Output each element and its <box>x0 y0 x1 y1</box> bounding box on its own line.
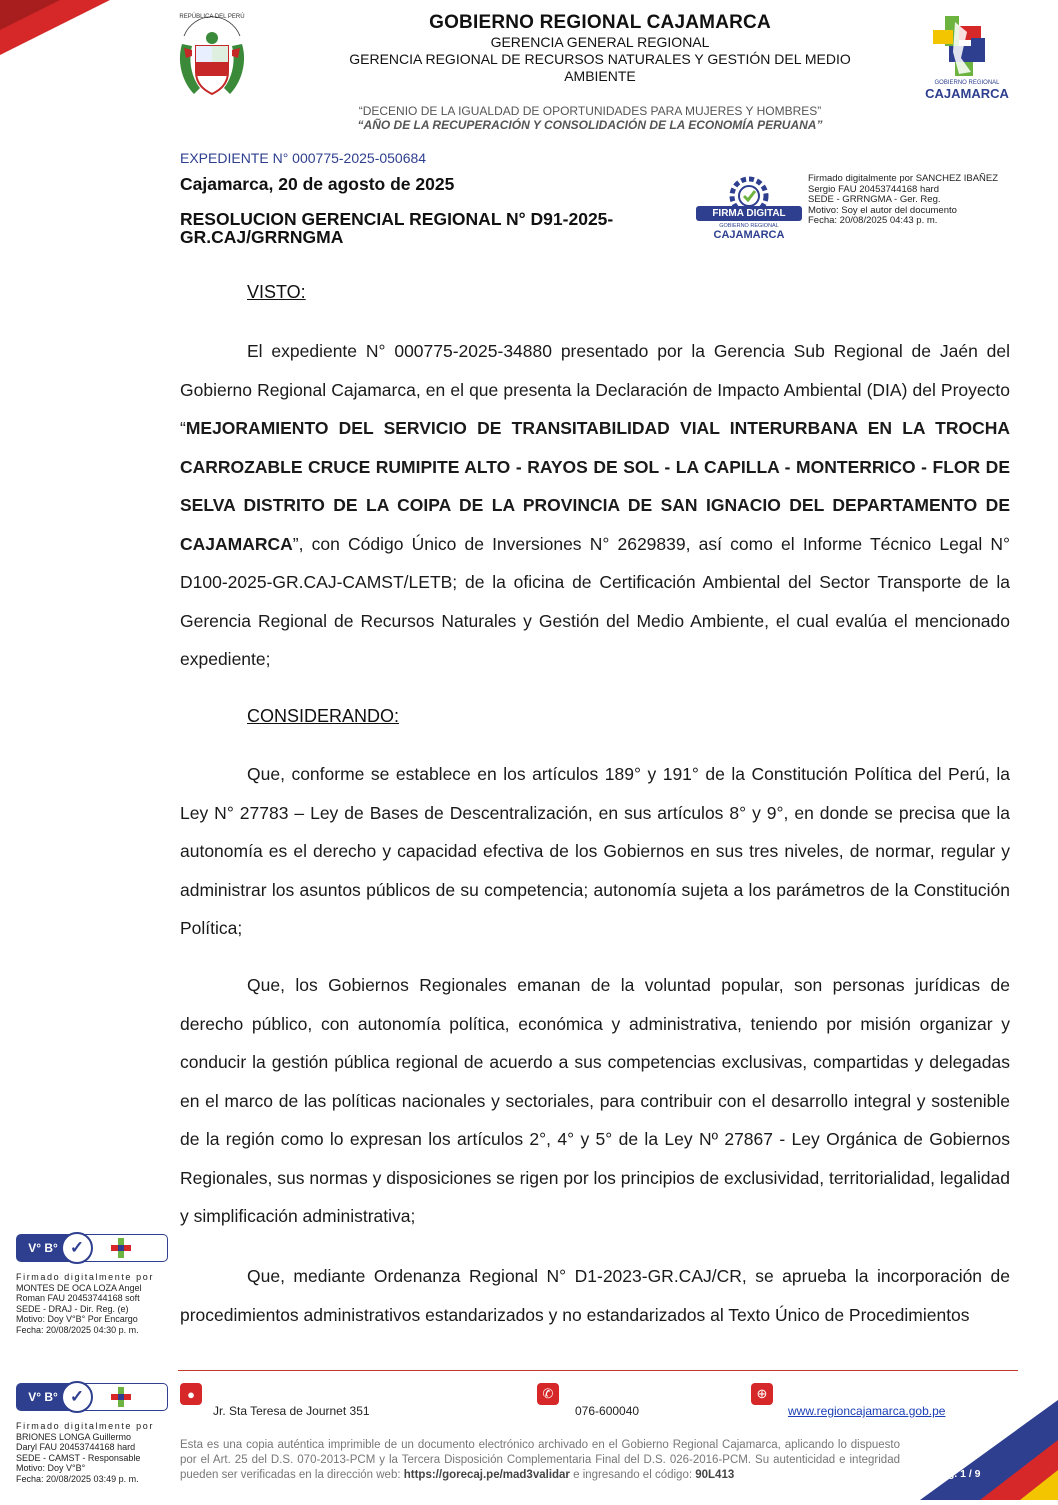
vb-label: V° B° <box>17 1235 69 1261</box>
header-line-3: AMBIENTE <box>564 68 636 84</box>
sig-line: SEDE - CAMST - Responsable <box>16 1452 141 1463</box>
anio-line: “AÑO DE LA RECUPERACIÓN Y CONSOLIDACIÓN DE LA ECONOMÍA PERUANA” <box>357 118 823 132</box>
visto-heading: VISTO: <box>247 282 306 302</box>
footer-divider <box>178 1370 1018 1371</box>
footer-phone: 076-600040 <box>575 1404 640 1418</box>
sig-line: SEDE - GRRNGMA - Ger. Reg. <box>808 194 941 205</box>
validation-code: 90L413 <box>695 1469 735 1481</box>
globe-icon: ⊕ <box>751 1383 773 1405</box>
sig-line: SEDE - DRAJ - Dir. Reg. (e) <box>16 1303 129 1314</box>
authenticity-note <box>180 1438 900 1483</box>
logo-text-small: GOBIERNO REGIONAL <box>934 80 1000 86</box>
vb-stamp-2 <box>16 1383 168 1411</box>
header-corner-decoration <box>0 0 120 60</box>
sig-line: Fecha: 20/08/2025 04:30 p. m. <box>16 1324 139 1335</box>
sig-line: Sergio FAU 20453744168 hard <box>808 183 939 195</box>
digital-signature-info <box>808 174 1028 227</box>
sig-line: Motivo: Doy V°B° <box>16 1463 86 1473</box>
decenio-motto <box>270 104 910 132</box>
vb-stamp-1 <box>16 1234 168 1262</box>
page-number: Pág. 1 / 9 <box>935 1468 981 1480</box>
header-block <box>290 12 910 85</box>
sig-line: Firmado digitalmente por SANCHEZ IBAÑEZ <box>808 173 999 184</box>
validation-url[interactable]: https://gorecaj.pe/mad3validar <box>403 1469 570 1481</box>
visto-text-2: ”, con Código Único de Inversiones N° 2629839, así como el Informe Técnico Legal N° D100-2025-GR.CAJ-CAMST/LETB; de la oficina de Certificación Ambiental del Sector Transporte de la Gerencia Regional de Recursos Naturales y Gestión del Medio Ambiente, el cual evalúa el mencionado expediente; <box>180 533 1010 669</box>
firma-digital-region: CAJAMARCA <box>713 229 785 241</box>
considerando-paragraph-3 <box>180 1257 1010 1334</box>
sig-line: Fecha: 20/08/2025 04:43 p. m. <box>808 215 938 226</box>
side-signature-1 <box>16 1272 168 1335</box>
phone-icon: ✆ <box>537 1383 559 1405</box>
project-name: MEJORAMIENTO DEL SERVICIO DE TRANSITABILIDAD VIAL INTERURBANA EN LA TROCHA CARROZABLE CRUCE RUMIPITE ALTO - RAYOS DE SOL - LA CAPILLA - MONTERRICO - FLOR DE SELVA DISTRITO DE LA COIPA DE LA PROVINCIA DE SAN IGNACIO DEL DEPARTAMENTO DE CAJAMARCA <box>180 418 1010 554</box>
considerando-heading: CONSIDERANDO: <box>247 706 400 726</box>
sig-line: Motivo: Doy V°B° Por Encargo <box>16 1314 138 1324</box>
resolution-title-line-1: RESOLUCION GERENCIAL REGIONAL N° D91-2025- <box>180 209 614 229</box>
resolution-title-line-2: GR.CAJ/GRRNGMA <box>180 227 344 247</box>
note-text-1: Esta es una copia auténtica imprimible de un documento electrónico archivado en el Gobierno Regional Cajamarca, aplicando lo dispuesto por el Art. 25 del D.S. 070-2013-PCM y la Tercera Disposición Complementaria Final del D.S. 026-2016-PCM. Su autenticidad e integridad pueden ser verificadas en la dirección web: <box>180 1439 900 1481</box>
cross-logo-icon <box>111 1387 131 1407</box>
header-title: GOBIERNO REGIONAL CAJAMARCA <box>429 12 771 33</box>
paragraph-text: Que, conforme se establece en los artículos 189° y 191° de la Constitución Política del Perú, la Ley N° 27783 – Ley de Bases de Descentralización, en sus artículos 8° y 9°, en donde se precisa que la autonomía es el derecho y capacidad efectiva de los Gobiernos en sus tres niveles, de normar, regular y administrar los asuntos públicos de su competencia; autonomía sujeta a los parámetros de la Constitución Política; <box>180 764 1010 938</box>
resolution-title <box>180 210 660 246</box>
header-line-1: GERENCIA GENERAL REGIONAL <box>490 34 710 50</box>
peru-seal-caption: REPÚBLICA DEL PERÚ <box>179 14 245 20</box>
sig-line: MONTES DE OCA LOZA Angel <box>16 1282 142 1293</box>
decenio-line: “DECENIO DE LA IGUALDAD DE OPORTUNIDADES PARA MUJERES Y HOMBRES” <box>358 104 822 118</box>
footer-address: Jr. Sta Teresa de Journet 351 <box>213 1404 370 1418</box>
sig-line: Firmado digitalmente por <box>16 1421 154 1431</box>
visto-text-1: El expediente N° 000775-2025-34880 presentado por la Gerencia Sub Regional de Jaén del Gobierno Regional Cajamarca, en el que presenta la Declaración de Impacto Ambiental (DIA) del Proyecto “ <box>180 341 1010 438</box>
document-date: Cajamarca, 20 de agosto de 2025 <box>180 174 455 194</box>
location-pin-icon: ● <box>180 1383 202 1405</box>
peru-coat-of-arms <box>174 14 250 100</box>
firma-digital-sub: GOBIERNO REGIONAL <box>719 223 779 229</box>
check-icon: ✓ <box>61 1232 93 1264</box>
vb-label: V° B° <box>17 1384 69 1410</box>
side-signature-2 <box>16 1421 168 1484</box>
paragraph-text: Que, mediante Ordenanza Regional N° D1-2023-GR.CAJ/CR, se aprueba la incorporación de procedimientos administrativos estandarizados y no estandarizados al Texto Único de Procedimientos <box>180 1266 1010 1325</box>
footer-website-link[interactable]: www.regioncajamarca.gob.pe <box>788 1404 946 1418</box>
sig-line: Firmado digitalmente por <box>16 1272 154 1282</box>
sig-line: BRIONES LONGA Guillermo <box>16 1431 132 1442</box>
sig-line: Daryl FAU 20453744168 hard <box>16 1442 136 1452</box>
sig-line: Roman FAU 20453744168 soft <box>16 1293 140 1303</box>
header-line-2: GERENCIA REGIONAL DE RECURSOS NATURALES Y GESTIÓN DEL MEDIO <box>349 51 851 67</box>
considerando-paragraph-2 <box>180 966 1010 1236</box>
note-text-2: e ingresando el código: <box>569 1469 696 1481</box>
sig-line: Motivo: Soy el autor del documento <box>808 204 957 216</box>
firma-digital-badge <box>696 172 802 242</box>
sig-line: Fecha: 20/08/2025 03:49 p. m. <box>16 1473 139 1484</box>
expediente-number: EXPEDIENTE N° 000775-2025-050684 <box>180 150 427 166</box>
firma-digital-label: FIRMA DIGITAL <box>696 206 802 221</box>
considerando-paragraph-1 <box>180 755 1010 948</box>
logo-text-large: CAJAMARCA <box>925 86 1009 101</box>
footer-corner-decoration <box>900 1400 1058 1500</box>
gobierno-regional-logo <box>915 12 1019 102</box>
check-icon: ✓ <box>61 1381 93 1413</box>
cross-logo-icon <box>111 1238 131 1258</box>
visto-paragraph <box>180 332 1010 679</box>
paragraph-text: Que, los Gobiernos Regionales emanan de la voluntad popular, son personas jurídicas de derecho público, con autonomía política, económica y administrativa, teniendo por misión organizar y conducir la gestión pública regional de acuerdo a sus competencias exclusivas, compartidas y delegadas en el marco de las políticas nacionales y sectoriales, para contribuir con el desarrollo integral y sostenible de la región como lo expresan los artículos 2°, 4° y 5° de la Ley Nº 27867 - Ley Orgánica de Gobiernos Regionales, sus normas y disposiciones se rigen por los principios de exclusividad, territorialidad, legalidad y simplificación administrativa; <box>180 975 1010 1226</box>
